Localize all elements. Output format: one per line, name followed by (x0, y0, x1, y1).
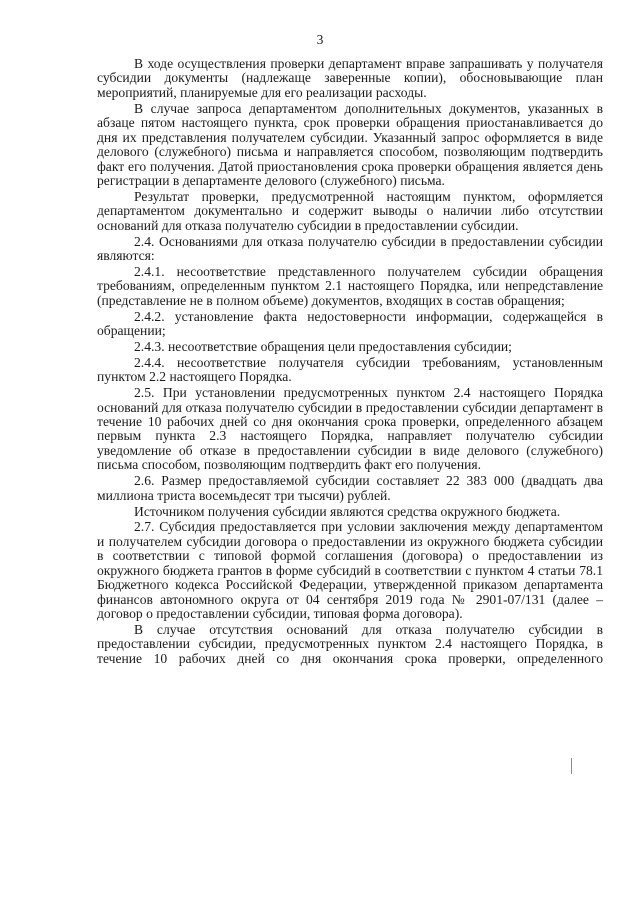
paragraph: 2.7. Субсидия предоставляется при условии заключения между департаментом и получателем субсидии договора о предоставлении из окружного бюджета субсидии в соответствии с типовой формой соглашения (договора) о предоставлении из окружного бюджета грантов в форме субсидий в соответствии с пунктом 4 статьи 78.1 Бюджетного кодекса Российской Федерации, утвержденной приказом департамента финансов автономного округа от 04 сентября 2019 года № 2901-07/131 (далее – договор о предоставлении субсидии, типовая форма договора). (97, 519, 603, 622)
document-body (97, 57, 603, 668)
paragraph: 2.4.4. несоответствие получателя субсидии требованиям, установленным пунктом 2.2 настоящего Порядка. (97, 354, 603, 385)
paragraph: 2.5. При установлении предусмотренных пунктом 2.4 настоящего Порядка оснований для отказа получателю субсидии в предоставлении субсидии департамент в течение 10 рабочих дней со дня окончания срока проверки, определенного абзацем первым пункта 2.3 настоящего Порядка, направляет получателю субсидии уведомление об отказе в предоставлении субсидии в виде делового (служебного) письма способом, позволяющим подтвердить факт его получения. (97, 385, 603, 473)
paragraph: В случае запроса департаментом дополнительных документов, указанных в абзаце пятом настоящего пункта, срок проверки обращения приостанавливается до дня их представления получателем субсидии. Указанный запрос оформляется в виде делового (служебного) письма и направляется способом, позволяющим подтвердить факт его получения. Датой приостановления срока проверки обращения является день регистрации в департаменте делового (служебного) письма. (97, 100, 603, 189)
paragraph: 2.4.1. несоответствие представленного получателем субсидии обращения требованиям, определенным пунктом 2.1 настоящего Порядка, или непредставление (представление не в полном объеме) документов, входящих в состав обращения; (97, 263, 603, 308)
paragraph: В ходе осуществления проверки департамент вправе запрашивать у получателя субсидии документы (надлежаще заверенные копии), обосновывающие план мероприятий, планируемые для его реализации расходы. (97, 56, 603, 100)
paragraph: 2.4. Основаниями для отказа получателю субсидии в предоставлении субсидии являются: (97, 233, 603, 264)
paragraph: В случае отсутствия оснований для отказа получателю субсидии в предоставлении субсидии, предусмотренных пунктом 2.4 настоящего Порядка, в течение 10 рабочих дней со дня окончания срока проверки, определенного (97, 621, 603, 666)
paragraph: Источником получения субсидии являются средства окружного бюджета. (134, 503, 561, 519)
page-number: 3 (316, 32, 324, 47)
paragraph: 2.6. Размер предоставляемой субсидии составляет 22 383 000 (двадцать два миллиона триста восемьдесят три тысячи) рублей. (97, 473, 603, 503)
paragraph: 2.4.2. установление факта недостоверности информации, содержащейся в обращении; (97, 308, 603, 339)
scan-edge-mark (571, 758, 572, 774)
paragraph: Результат проверки, предусмотренной настоящим пунктом, оформляется департаментом документально и содержит выводы о наличии либо отсутствии оснований для отказа получателю субсидии в предоставлении субсидии. (97, 188, 603, 233)
paragraph: 2.4.3. несоответствие обращения цели предоставления субсидии; (134, 338, 512, 354)
